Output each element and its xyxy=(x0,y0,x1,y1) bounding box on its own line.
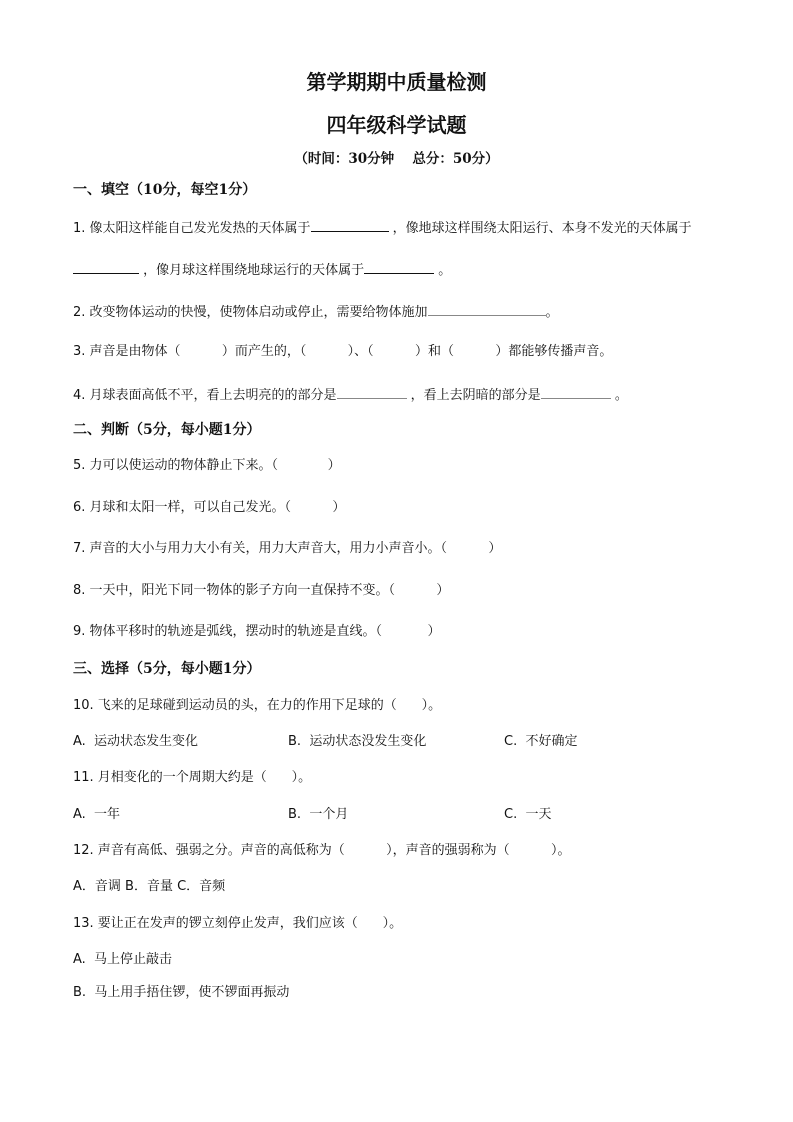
answer-blank[interactable] xyxy=(364,261,434,274)
section-heading: 二、判断（5分，每小题1分） xyxy=(73,422,261,438)
answer-blank[interactable] xyxy=(428,303,546,316)
option-c[interactable]: C. 一天 xyxy=(504,807,552,822)
option-b[interactable]: B. 马上用手捂住锣，使不锣面再振动 xyxy=(73,985,290,1000)
option-a[interactable]: A. 一年 xyxy=(73,807,121,822)
option-c[interactable]: C. 不好确定 xyxy=(504,734,578,749)
q-text: 。 xyxy=(434,263,452,278)
answer-blank[interactable] xyxy=(541,386,611,399)
question-12: 12. 声音有高低、强弱之分。声音的高低称为（ ），声音的强弱称为（ ）。 xyxy=(73,843,571,858)
question-13: 13. 要让正在发声的锣立刻停止发声，我们应该（ ）。 xyxy=(73,916,403,931)
question-7: 7. 声音的大小与用力大小有关，用力大声音大，用力小声音小。（ ） xyxy=(73,541,502,556)
section-heading: 三、选择（5分，每小题1分） xyxy=(73,661,261,677)
q-text: ，像月球这样围绕地球运行的天体属于 xyxy=(139,263,365,278)
option-b[interactable]: B. 一个月 xyxy=(288,807,349,822)
question-6: 6. 月球和太阳一样，可以自己发光。（ ） xyxy=(73,500,346,515)
question-1-cont xyxy=(73,261,451,279)
question-5: 5. 力可以使运动的物体静止下来。（ ） xyxy=(73,458,341,473)
q-text: 1. 像太阳这样能自己发光发热的天体属于 xyxy=(73,221,311,236)
question-4 xyxy=(73,386,628,404)
question-1 xyxy=(73,219,692,237)
q-text: 。 xyxy=(610,388,628,403)
exam-subtitle: 四年级科学试题 xyxy=(326,113,467,137)
answer-blank[interactable] xyxy=(73,261,139,274)
q-text: 2. 改变物体运动的快慢，使物体启动或停止，需要给物体施加 xyxy=(73,305,428,320)
question-8: 8. 一天中，阳光下同一物体的影子方向一直保持不变。（ ） xyxy=(73,583,450,598)
option-a[interactable]: A. 运动状态发生变化 xyxy=(73,734,199,749)
question-3: 3. 声音是由物体（ ）而产生的，（ ）、（ ）和（ ）都能够传播声音。 xyxy=(73,344,613,359)
exam-info: （时间：30分钟 总分：50分） xyxy=(294,151,499,167)
option-a[interactable]: A. 马上停止敲击 xyxy=(73,952,173,967)
q-text: ，看上去阴暗的部分是 xyxy=(406,388,541,403)
question-2 xyxy=(73,303,559,321)
q-text: ，像地球这样围绕太阳运行、本身不发光的天体属于 xyxy=(388,221,692,236)
answer-blank[interactable] xyxy=(337,386,407,399)
question-10: 10. 飞来的足球碰到运动员的头，在力的作用下足球的（ ）。 xyxy=(73,698,442,713)
question-9: 9. 物体平移时的轨迹是弧线，摆动时的轨迹是直线。（ ） xyxy=(73,624,441,639)
q-text: 4. 月球表面高低不平，看上去明亮的的部分是 xyxy=(73,388,337,403)
question-11: 11. 月相变化的一个周期大约是（ ）。 xyxy=(73,770,312,785)
exam-title: 第学期期中质量检测 xyxy=(306,70,487,94)
option-b[interactable]: B. 运动状态没发生变化 xyxy=(288,734,427,749)
section-heading: 一、填空（10分，每空1分） xyxy=(73,182,257,198)
q-text: 。 xyxy=(545,305,559,320)
question-12-options: A．音调 B．音量 C．音频 xyxy=(73,879,226,894)
answer-blank[interactable] xyxy=(311,219,389,232)
